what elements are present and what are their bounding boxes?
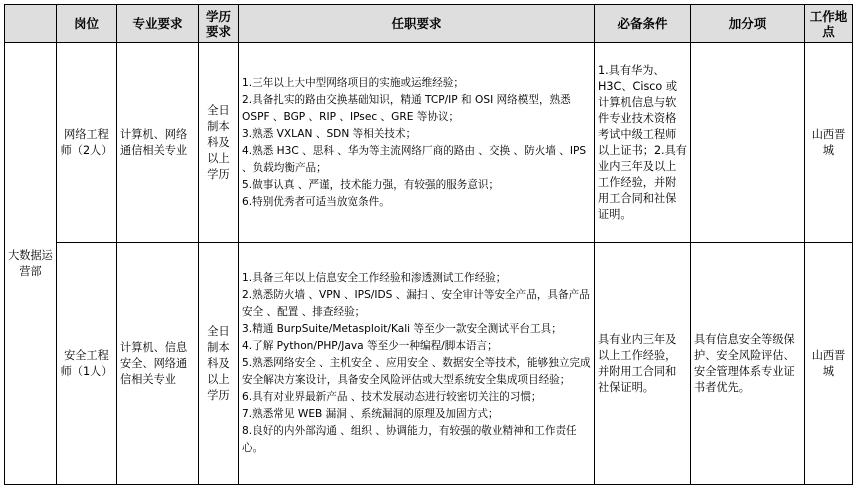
duties-cell bbox=[239, 243, 595, 485]
required-cell: 具有业内三年及以上工作经验，并附用工合同和社保证明。 bbox=[595, 243, 691, 485]
list-item: 5.熟悉网络安全 、主机安全 、应用安全 、数据安全等技术，能够独立完成安全解决方案设计，具备安全风险评估或大型系统安全集成项目经验； bbox=[242, 357, 591, 386]
list-item: 3.精通 BurpSuite/Metasploit/Kali 等至少一款安全测试平台工具； bbox=[242, 323, 562, 335]
list-item: 6.具有对业界最新产品 、技术发展动态进行较密切关注的习惯； bbox=[242, 391, 542, 403]
header-duties: 任职要求 bbox=[239, 5, 595, 43]
location-cell: 山西晋城 bbox=[805, 243, 853, 485]
header-education: 学历要求 bbox=[199, 5, 239, 43]
department-cell: 大数据运营部 bbox=[5, 43, 57, 485]
list-item: 8.良好的内外部沟通 、组织 、协调能力，有较强的敬业精神和工作责任心。 bbox=[242, 425, 577, 454]
header-dept bbox=[5, 5, 57, 43]
list-item: 2.具备扎实的路由交换基础知识，精通 TCP/IP 和 OSI 网络模型，熟悉 OSPF 、BGP 、RIP 、IPsec 、GRE 等协议； bbox=[242, 93, 571, 123]
education-cell: 全日制本科及以上学历 bbox=[199, 243, 239, 485]
list-item: 3.熟悉 VXLAN 、SDN 等相关技术； bbox=[242, 127, 417, 140]
duties-list bbox=[242, 270, 591, 457]
duties-cell bbox=[239, 43, 595, 243]
table-row bbox=[5, 43, 853, 243]
position-cell: 安全工程师（1人） bbox=[57, 243, 117, 485]
required-cell: 1.具有华为、H3C、Cisco 或计算机信息与软件专业技术资格考试中级工程师以上证书；2.具有业内三年及以上工作经验，并附用工合同和社保证明。 bbox=[595, 43, 691, 243]
header-location: 工作地点 bbox=[805, 5, 853, 43]
header-required: 必备条件 bbox=[595, 5, 691, 43]
list-item: 7.熟悉常见 WEB 漏洞 、系统漏洞的原理及加固方式； bbox=[242, 408, 499, 420]
bonus-cell bbox=[691, 43, 805, 243]
header-row bbox=[5, 5, 853, 43]
major-cell: 计算机、网络通信相关专业 bbox=[117, 43, 199, 243]
position-cell: 网络工程师（2人） bbox=[57, 43, 117, 243]
list-item: 5.做事认真 、严谨，技术能力强，有较强的服务意识； bbox=[242, 178, 500, 191]
list-item: 1.三年以上大中型网络项目的实施或运维经验； bbox=[242, 76, 464, 89]
job-requirements-table bbox=[4, 4, 853, 485]
list-item: 4.熟悉 H3C 、思科 、华为等主流网络厂商的路由 、交换 、防火墙 、IPS 、负载均衡产品； bbox=[242, 144, 587, 174]
duties-list bbox=[242, 75, 591, 211]
list-item: 1.具备三年以上信息安全工作经验和渗透测试工作经验； bbox=[242, 272, 507, 284]
list-item: 4.了解 Python/PHP/Java 等至少一种编程/脚本语言； bbox=[242, 340, 498, 352]
header-major: 专业要求 bbox=[117, 5, 199, 43]
location-cell: 山西晋城 bbox=[805, 43, 853, 243]
list-item: 2.熟悉防火墙 、VPN 、IPS/IDS 、漏扫 、安全审计等安全产品，具备产品安全 、配置 、排查经验； bbox=[242, 289, 590, 318]
header-position: 岗位 bbox=[57, 5, 117, 43]
major-cell: 计算机、信息安全、网络通信相关专业 bbox=[117, 243, 199, 485]
education-cell: 全日制本科及以上学历 bbox=[199, 43, 239, 243]
table-row bbox=[5, 243, 853, 485]
header-bonus: 加分项 bbox=[691, 5, 805, 43]
list-item: 6.特别优秀者可适当放宽条件。 bbox=[242, 195, 390, 208]
bonus-cell: 具有信息安全等级保护、安全风险评估、安全管理体系专业证书者优先。 bbox=[691, 243, 805, 485]
